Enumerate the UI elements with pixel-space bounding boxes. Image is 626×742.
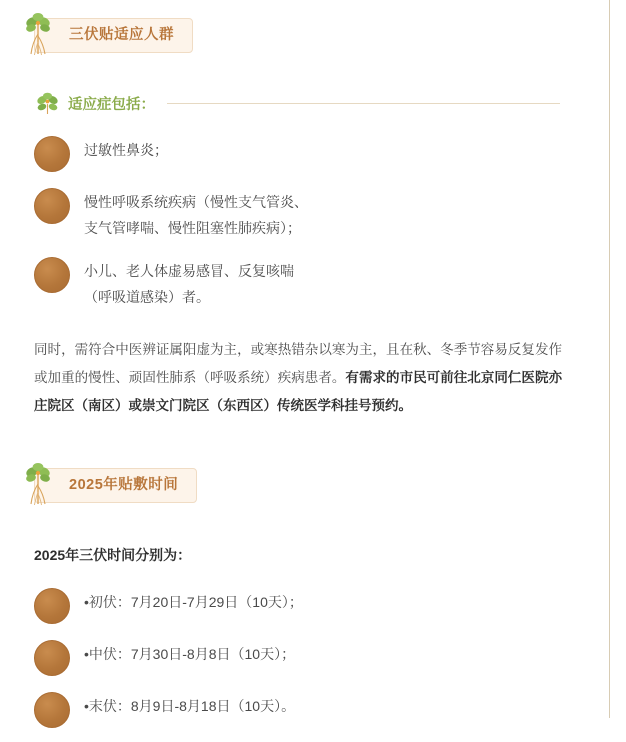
list-item-line: •中伏：7月30日-8月8日（10天）； bbox=[84, 646, 296, 662]
body-paragraph bbox=[34, 336, 562, 420]
circle-bullet-icon bbox=[34, 257, 70, 293]
list-item bbox=[34, 186, 600, 241]
schedule-statement: 2025年三伏时间分别为： bbox=[34, 547, 192, 563]
list-item bbox=[34, 134, 600, 172]
list-item-line: 慢性呼吸系统疾病（慢性支气管炎、 bbox=[84, 194, 308, 210]
leaf-cluster-icon bbox=[34, 90, 62, 116]
subsection-divider bbox=[167, 103, 560, 104]
section-heading-2 bbox=[34, 468, 600, 512]
list-item bbox=[34, 638, 600, 676]
section-heading-2-label: 2025年贴敷时间 bbox=[34, 468, 197, 503]
subsection-heading-label: 适应症包括： bbox=[68, 96, 155, 113]
circle-bullet-icon bbox=[34, 188, 70, 224]
circle-bullet-icon bbox=[34, 136, 70, 172]
list-item-text bbox=[84, 134, 168, 163]
list-item-line: 过敏性鼻炎； bbox=[84, 142, 168, 158]
circle-bullet-icon bbox=[34, 692, 70, 728]
list-item-text bbox=[84, 186, 308, 241]
list-item-text bbox=[84, 255, 294, 310]
adaptation-list bbox=[0, 134, 600, 310]
circle-bullet-icon bbox=[34, 640, 70, 676]
list-item-text bbox=[84, 638, 295, 667]
schedule-list bbox=[0, 586, 600, 728]
list-item bbox=[34, 255, 600, 310]
list-item-text bbox=[84, 690, 295, 719]
list-item-line: 小儿、老人体虚易感冒、反复咳喘 bbox=[84, 263, 294, 279]
subsection-heading bbox=[34, 90, 560, 116]
list-item-line: 支气管哮喘、慢性阻塞性肺疾病）； bbox=[84, 220, 301, 236]
page-right-rule bbox=[609, 0, 610, 718]
paragraph-plain-text: 同时，需符合中医辨证属阳虚为主，或寒热错杂以寒为主，且在秋、冬季节容易反复发作或加重的慢性、顽固性肺系（呼吸系统）疾病患者。 bbox=[34, 342, 562, 385]
list-item bbox=[34, 690, 600, 728]
paragraph-bold-text: 有需求的市民可前往北京同仁医院亦庄院区（南区）或崇文门院区（东西区）传统医学科挂号预约。 bbox=[34, 370, 563, 413]
circle-bullet-icon bbox=[34, 588, 70, 624]
list-item bbox=[34, 586, 600, 624]
list-item-line: （呼吸道感染）者。 bbox=[84, 289, 210, 305]
section-heading-1 bbox=[34, 18, 600, 62]
list-item-text bbox=[84, 586, 303, 615]
section-heading-1-label: 三伏贴适应人群 bbox=[34, 18, 193, 53]
list-item-line: •末伏：8月9日-8月18日（10天）。 bbox=[84, 698, 296, 714]
list-item-line: •初伏：7月20日-7月29日（10天）； bbox=[84, 594, 303, 610]
